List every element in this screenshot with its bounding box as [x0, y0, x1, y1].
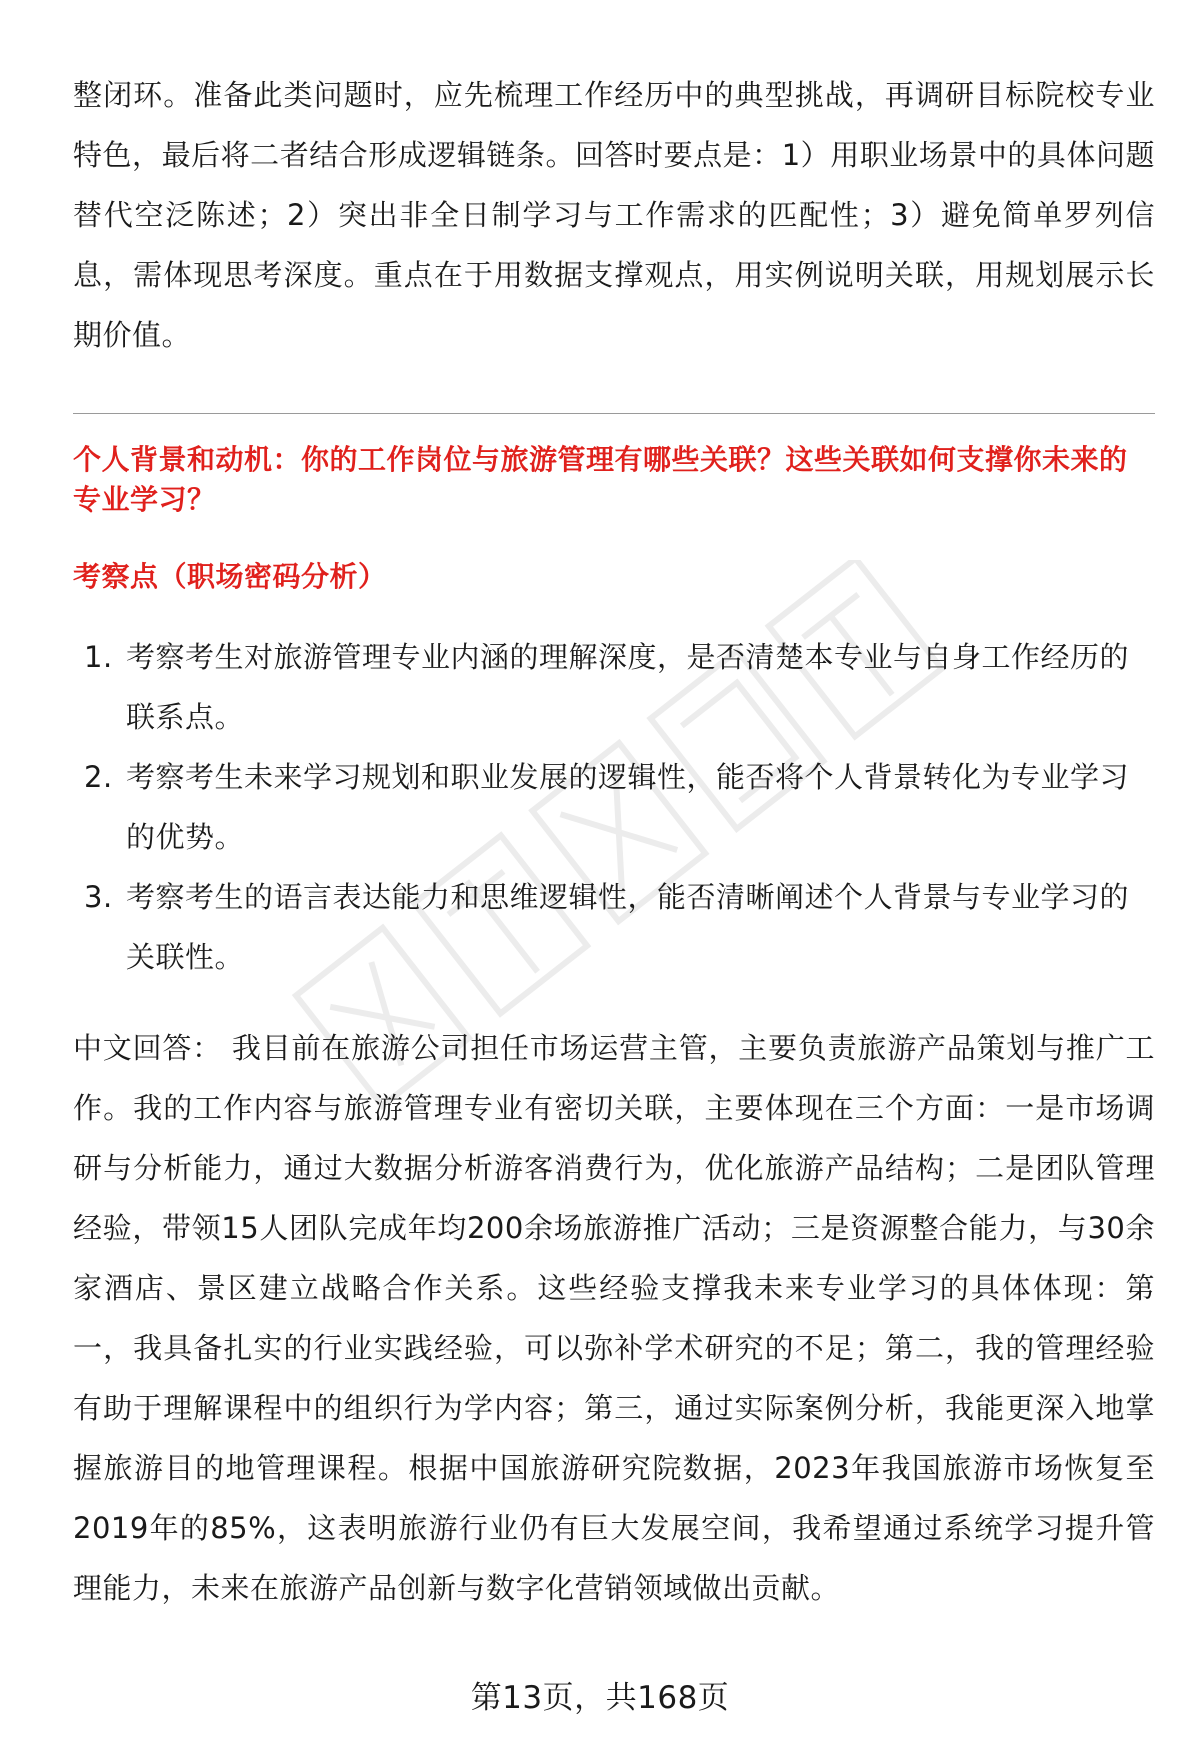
page-footer: 第13页，共168页 [470, 1680, 730, 1716]
list-item-number: 3. [84, 880, 113, 914]
answer-paragraph: 中文回答： 我目前在旅游公司担任市场运营主管，主要负责旅游产品策划与推广工作。我的工作内容与旅游管理专业有密切关联，主要体现在三个方面：一是市场调研与分析能力，通过大数据分析游客消费行为，优化旅游产品结构；二是团队管理经验，带领15人团队完成年均200余场旅游推广活动；三是资源整合能力，与30余家酒店、景区建立战略合作关系。这些经验支撑我未来专业学习的具体体现：第一，我具备扎实的行业实践经验，可以弥补学术研究的不足；第二，我的管理经验有助于理解课程中的组织行为学内容；第三，通过实际案例分析，我能更深入地掌握旅游目的地管理课程。根据中国旅游研究院数据，2023年我国旅游市场恢复至2019年的85%，这表明旅游行业仍有巨大发展空间，我希望通过系统学习提升管理能力，未来在旅游产品创新与数字化营销领域做出贡献。 [73, 1031, 1155, 1605]
list-item [73, 627, 1155, 747]
list-item [73, 747, 1155, 867]
list-item [73, 867, 1155, 987]
section-divider [73, 413, 1155, 414]
intro-paragraph: 整闭环。准备此类问题时，应先梳理工作经历中的典型挑战，再调研目标院校专业特色，最后将二者结合形成逻辑链条。回答时要点是：1）用职业场景中的具体问题替代空泛陈述；2）突出非全日制学习与工作需求的匹配性；3）避免简单罗列信息，需体现思考深度。重点在于用数据支撑观点，用实例说明关联，用规划展示长期价值。 [73, 78, 1155, 352]
list-item-number: 2. [84, 760, 113, 794]
question-heading: 个人背景和动机：你的工作岗位与旅游管理有哪些关联？这些关联如何支撑你未来的专业学习？ [73, 443, 1128, 516]
list-item-text: 考察考生未来学习规划和职业发展的逻辑性，能否将个人背景转化为专业学习的优势。 [126, 760, 1130, 854]
list-item-text: 考察考生的语言表达能力和思维逻辑性，能否清晰阐述个人背景与专业学习的关联性。 [126, 880, 1130, 974]
assessment-heading: 考察点（职场密码分析） [73, 560, 387, 593]
list-item-text: 考察考生对旅游管理专业内涵的理解深度，是否清楚本专业与自身工作经历的联系点。 [126, 640, 1130, 734]
list-item-number: 1. [84, 640, 113, 674]
assessment-list [73, 627, 1155, 987]
